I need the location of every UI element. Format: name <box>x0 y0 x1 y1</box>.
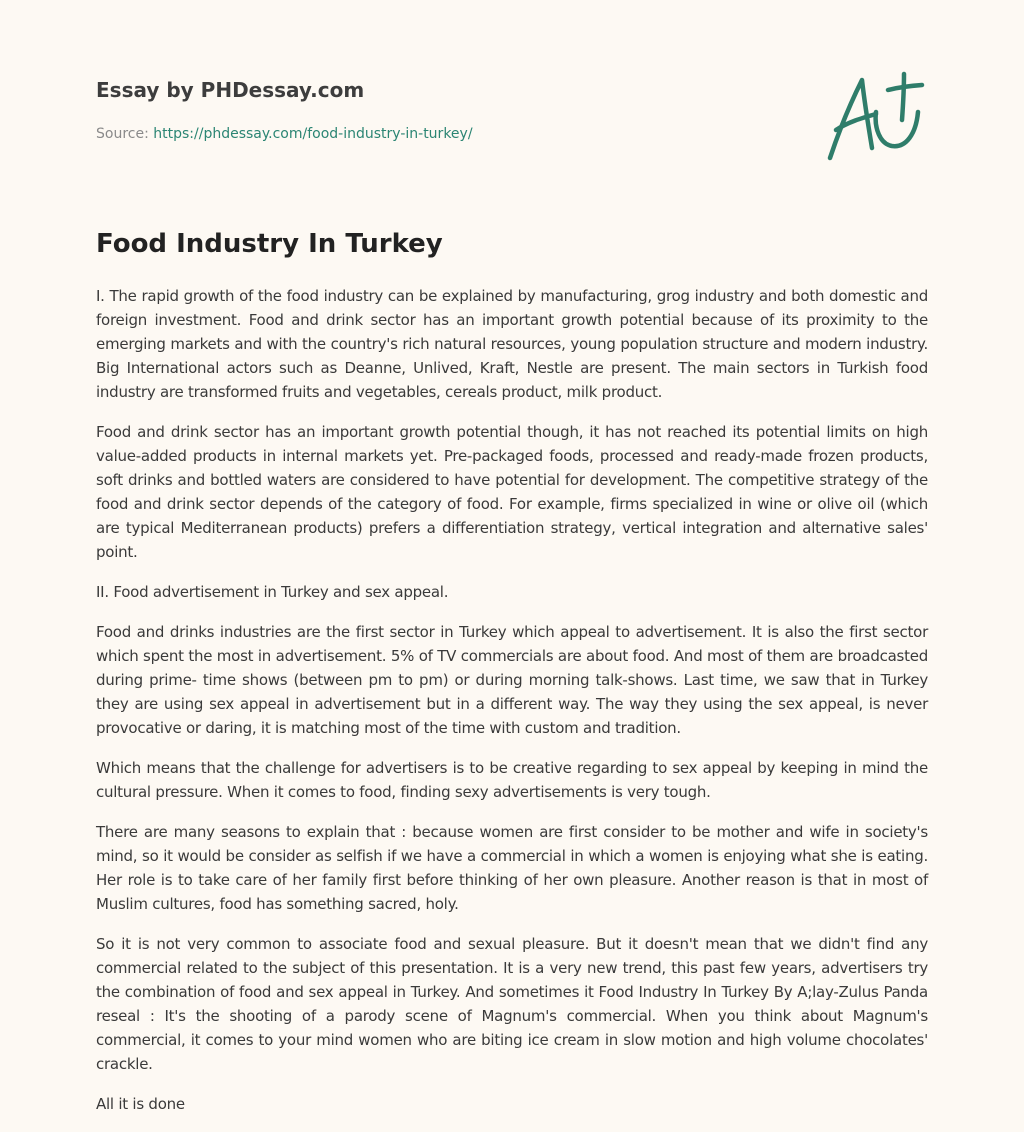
brand-title: Essay by PHDessay.com <box>96 78 365 102</box>
paragraph: I. The rapid growth of the food industry can be explained by manufacturing, grog industry and both domestic and foreign investment. Food and drink sector has an important growth potential because of its proximity to the emerging markets and with the country's rich natural resources, young population structure and modern industry. Big International actors such as Deanne, Unlived, Kraft, Nestle are present. The main sectors in Turkish food industry are transformed fruits and vegetables, cereals product, milk product. <box>96 287 928 401</box>
source-link[interactable]: https://phdessay.com/food-industry-in-turkey/ <box>153 126 473 142</box>
source-line <box>96 124 473 144</box>
paragraph: Which means that the challenge for advertisers is to be creative regarding to sex appeal by keeping in mind the cultural pressure. When it comes to food, finding sexy advertisements is very tough. <box>96 759 928 801</box>
source-label: Source: <box>96 126 149 142</box>
essay-body <box>96 284 928 1132</box>
a-plus-logo-icon <box>824 68 928 164</box>
paragraph: So it is not very common to associate food and sexual pleasure. But it doesn't mean that we didn't find any commercial related to the subject of this presentation. It is a very new trend, this past few years, advertisers try the combination of food and sex appeal in Turkey. And sometimes it Food Industry In Turkey By A;lay-Zulus Panda reseal : It's the shooting of a parody scene of Magnum's commercial. When you think about Magnum's commercial, it comes to your mind women who are biting ice cream in slow motion and high volume chocolates' crackle. <box>96 935 928 1073</box>
paragraph: There are many seasons to explain that : because women are first consider to be mother and wife in society's mind, so it would be consider as selfish if we have a commercial in which a women is enjoying what she is eating. Her role is to take care of her family first before thinking of her own pleasure. Another reason is that in most of Muslim cultures, food has something sacred, holy. <box>96 823 928 913</box>
paragraph: Food and drinks industries are the first sector in Turkey which appeal to advertisement. It is also the first sector which spent the most in advertisement. 5% of TV commercials are about food. And most of them are broadcasted during prime- time shows (between pm to pm) or during morning talk-shows. Last time, we saw that in Turkey they are using sex appeal in advertisement but in a different way. The way they using the sex appeal, is never provocative or daring, it is matching most of the time with custom and tradition. <box>96 623 928 737</box>
paragraph: II. Food advertisement in Turkey and sex appeal. <box>96 583 449 601</box>
paragraph: All it is done <box>96 1095 185 1113</box>
page-header <box>96 76 928 176</box>
paragraph: Food and drink sector has an important growth potential though, it has not reached its potential limits on high value-added products in internal markets yet. Pre-packaged foods, processed and ready-made frozen products, soft drinks and bottled waters are considered to have potential for development. The competitive strategy of the food and drink sector depends of the category of food. For example, firms specialized in wine or olive oil (which are typical Mediterranean products) prefers a differentiation strategy, vertical integration and alternative sales' point. <box>96 423 928 561</box>
document-title: Food Industry In Turkey <box>96 229 443 259</box>
